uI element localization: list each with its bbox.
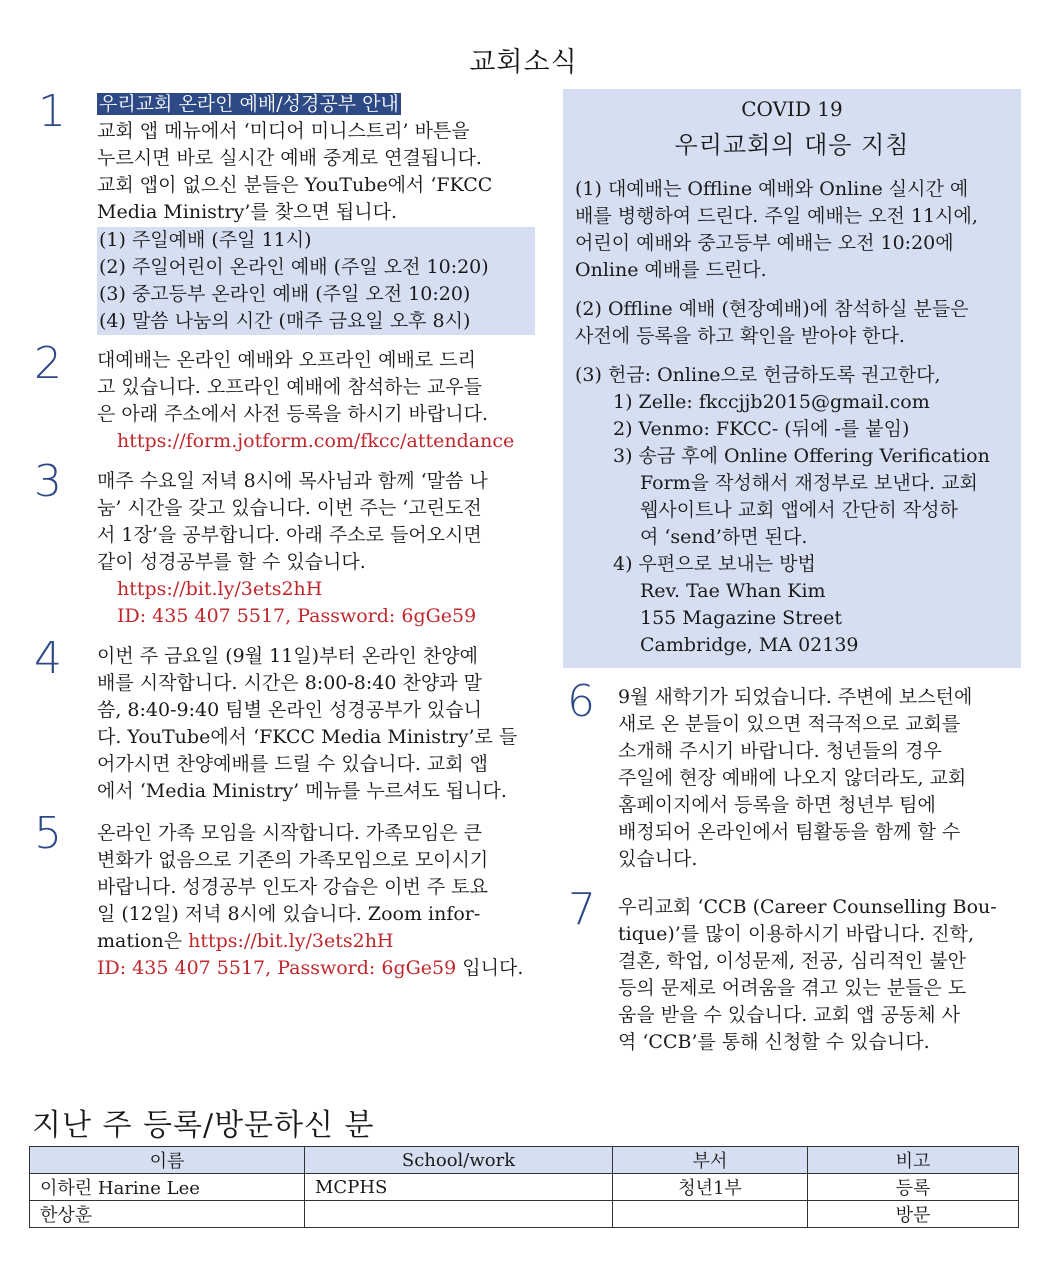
column-header: 비고 [808,1147,1019,1174]
item-4-line: 다. YouTube에서 ‘FKCC Media Ministry’로 들 [97,726,518,748]
item-7-line: 결혼, 학업, 이성문제, 전공, 심리적인 불안 [618,950,967,972]
covid-line: 사전에 등록을 하고 확인을 받아야 한다. [575,325,905,347]
item-7-line: 등의 문제로 어려움을 겪고 있는 분들은 도 [618,977,967,999]
item-6-line: 새로 온 분들이 있으면 적극적으로 교회를 [618,713,961,735]
item-5-suffix: 입니다. [456,957,524,979]
item-4-line: 에서 ‘Media Ministry’ 메뉴를 누르셔도 됩니다. [97,780,507,802]
covid-section-3 [563,350,1021,659]
covid-title: COVID 19 [741,97,843,121]
item-6-line: 9월 새학기가 되었습니다. 주변에 보스턴에 [618,686,973,708]
covid-line: 어린이 예배와 중고등부 예배는 오전 10:20에 [575,232,954,254]
item-4 [97,643,537,805]
table-cell [305,1201,613,1228]
item-number-6: 6 [567,676,595,727]
item-5-line: 바랍니다. 성경공부 인도자 강습은 이번 주 토요 [97,876,489,898]
table-cell: MCPHS [305,1174,613,1201]
item-number-7: 7 [568,884,596,935]
item-7 [618,894,1022,1056]
item-5-line: 일 (12일) 저녁 8시에 있습니다. Zoom infor- [97,903,481,925]
item-5-line: 변화가 없음으로 기존의 가족모임으로 모이시기 [97,849,489,871]
registration-title: 지난 주 등록/방문하신 분 [32,1108,375,1143]
covid-line: 155 Magazine Street [640,607,843,629]
item-number-1: 1 [38,86,66,137]
item-1 [97,91,537,335]
item-5-line: mation은 [97,930,189,952]
service-list [97,227,535,335]
item-6-line: 있습니다. [618,848,698,870]
item-7-line: 역 ‘CCB’를 통해 신청할 수 있습니다. [618,1031,930,1053]
column-header: 부서 [613,1147,808,1174]
covid-line: Online 예배를 드린다. [575,259,767,281]
table-header-row [30,1147,1019,1174]
column-header: 이름 [30,1147,305,1174]
item-4-line: 배를 시작합니다. 시간은 8:00-8:40 찬양과 말 [97,672,482,694]
item-1-line: 교회 앱이 없으신 분들은 YouTube에서 ‘FKCC [97,174,493,196]
service-list-item: (4) 말씀 나눔의 시간 (매주 금요일 오후 8시) [99,310,471,332]
covid-line: 여 ‘send’하면 된다. [640,526,808,548]
covid-line: 3) 송금 후에 Online Offering Verification [613,445,990,467]
item-3-line: 서 1장’을 공부합니다. 아래 주소로 들어오시면 [97,524,482,546]
item-1-heading: 우리교회 온라인 예배/성경공부 안내 [99,93,399,115]
covid-line: Form을 작성해서 재정부로 보낸다. 교회 [640,472,978,494]
item-number-2: 2 [34,338,62,389]
column-header: School/work [305,1147,613,1174]
item-2-line: 은 아래 주소에서 사전 등록을 하시기 바랍니다. [97,403,489,425]
table-cell: 방문 [808,1201,1019,1228]
covid-line: Cambridge, MA 02139 [640,634,859,656]
table-cell: 한상훈 [30,1201,305,1228]
covid-line: 4) 우편으로 보내는 방법 [613,553,816,575]
covid-section-1 [563,160,1021,284]
item-4-line: 어가시면 찬양예배를 드릴 수 있습니다. 교회 앱 [97,753,489,775]
covid-line: 1) Zelle: fkccjjb2015@gmail.com [613,391,930,413]
item-4-line: 이번 주 금요일 (9월 11일)부터 온라인 찬양예 [97,645,478,667]
item-3-line: 매주 수요일 저녁 8시에 목사님과 함께 ‘말씀 나 [97,470,488,492]
item-2 [97,347,537,455]
covid-section-2 [563,284,1021,350]
service-list-item: (3) 중고등부 온라인 예배 (주일 오전 10:20) [99,283,471,305]
item-6 [618,684,1022,873]
covid-line: (1) 대예배는 Offline 예배와 Online 실시간 예 [575,178,969,200]
table-cell: 이하린 Harine Lee [30,1174,305,1201]
page-title: 교회소식 [469,47,578,78]
item-7-line: tique)’를 많이 이용하시기 바랍니다. 진학, [618,923,975,945]
covid-line: 웹사이트나 교회 앱에서 간단히 작성하 [640,499,958,521]
item-number-3: 3 [34,456,62,507]
table-row [30,1174,1019,1201]
item-6-line: 홈페이지에서 등록을 하면 청년부 팀에 [618,794,936,816]
service-list-item: (2) 주일어린이 온라인 예배 (주일 오전 10:20) [99,256,489,278]
service-list-item: (1) 주일예배 (주일 11시) [99,229,312,251]
item-5 [97,820,537,982]
item-6-line: 소개해 주시기 바랍니다. 청년들의 경우 [618,740,942,762]
covid-subtitle: 우리교회의 대응 지침 [674,131,910,159]
item-7-line: 움을 받을 수 있습니다. 교회 앱 공동체 사 [618,1004,960,1026]
item-3 [97,468,537,630]
item-6-line: 배정되어 온라인에서 팀활동을 함께 할 수 [618,821,961,843]
item-1-line: 누르시면 바로 실시간 예배 중계로 연결됩니다. [97,147,482,169]
family-meeting-link[interactable]: https://bit.ly/3ets2hH [188,930,394,952]
covid-line: (2) Offline 예배 (현장예배)에 참석하실 분들은 [575,298,969,320]
item-1-line: Media Ministry’를 찾으면 됩니다. [97,201,397,223]
covid-line: 2) Venmo: FKCC- (뒤에 -를 붙임) [613,418,910,440]
item-7-line: 우리교회 ‘CCB (Career Counselling Bou- [618,896,997,918]
attendance-link[interactable]: https://form.jotform.com/fkcc/attendance [117,430,515,452]
item-3-line: 같이 성경공부를 할 수 있습니다. [97,551,366,573]
covid-line: Rev. Tae Whan Kim [640,580,826,602]
item-5-line: 온라인 가족 모임을 시작합니다. 가족모임은 큰 [97,822,482,844]
table-cell: 청년1부 [613,1174,808,1201]
table-cell [613,1201,808,1228]
item-2-line: 대예배는 온라인 예배와 오프라인 예배로 드리 [97,349,476,371]
item-2-line: 고 있습니다. 오프라인 예배에 참석하는 교우들 [97,376,482,398]
item-3-line: 눔’ 시간을 갖고 있습니다. 이번 주는 ‘고린도전 [97,497,482,519]
item-number-4: 4 [34,633,62,684]
item-number-5: 5 [34,808,62,859]
covid-line: 배를 병행하여 드린다. 주일 예배는 오전 11시에, [575,205,978,227]
item-1-line: 교회 앱 메뉴에서 ‘미디어 미니스트리’ 바튼을 [97,120,470,142]
zoom-id: ID: 435 407 5517, Password: 6gGe59 [117,605,477,627]
zoom-id: ID: 435 407 5517, Password: 6gGe59 [97,957,457,979]
covid-line: (3) 헌금: Online으로 헌금하도록 권고한다, [575,364,941,386]
bible-study-link[interactable]: https://bit.ly/3ets2hH [117,578,323,600]
registration-table [29,1146,1019,1228]
item-4-line: 씀, 8:40-9:40 팀별 온라인 성경공부가 있습니 [97,699,482,721]
table-row [30,1201,1019,1228]
covid-guidelines-box [563,89,1021,668]
item-6-line: 주일에 현장 예배에 나오지 않더라도, 교회 [618,767,967,789]
table-cell: 등록 [808,1174,1019,1201]
